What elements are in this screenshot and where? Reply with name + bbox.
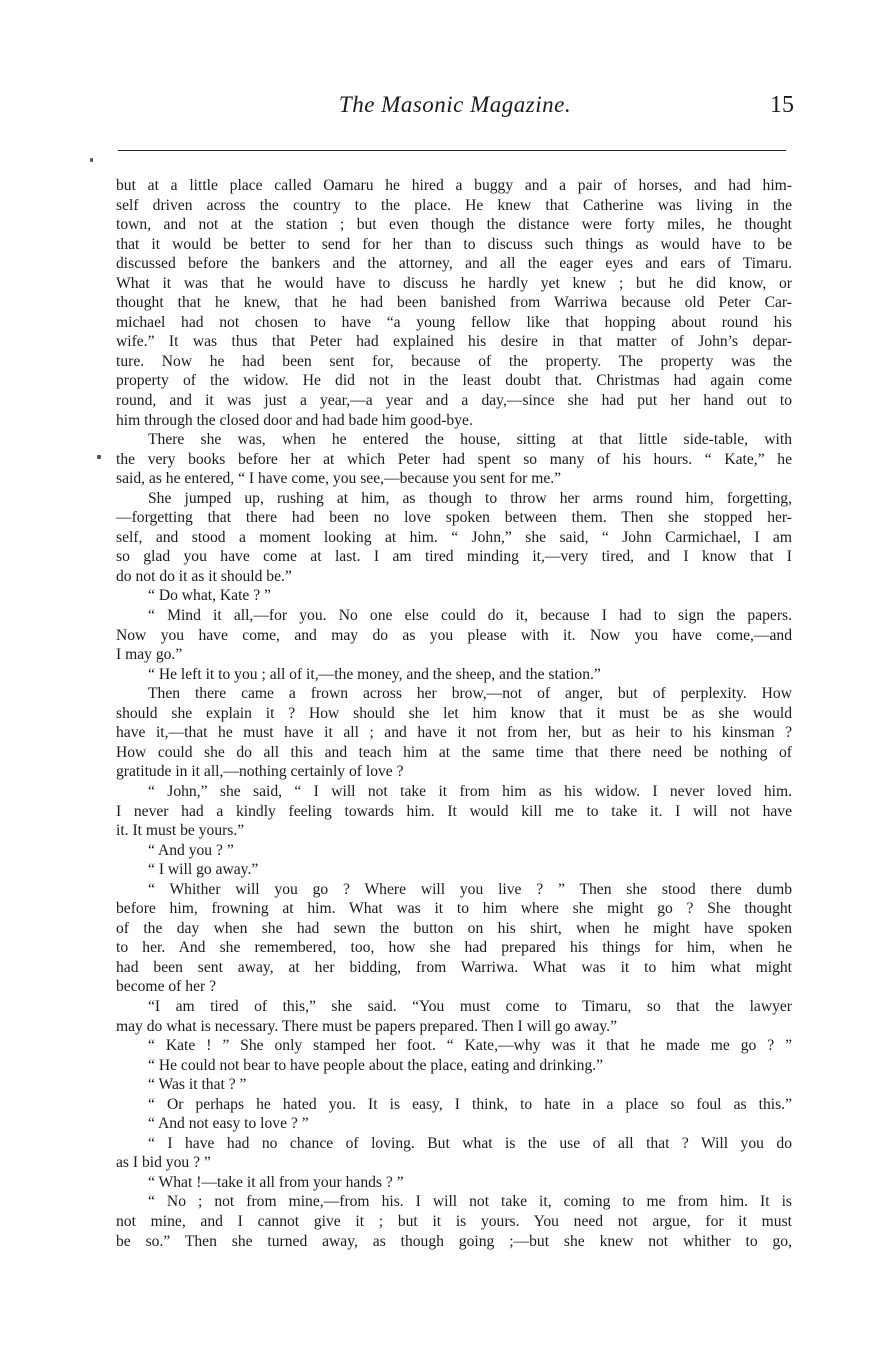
text-line: so glad you have come at last. I am tired minding it,—very tired, and I know that I	[116, 548, 792, 566]
text-line: be so.” Then she turned away, as though going ;—but she knew not whither to go,	[116, 1232, 792, 1250]
text-line: said, as he entered, “ I have come, you see,—because you sent for me.”	[116, 470, 562, 488]
page-number: 15	[770, 92, 794, 118]
text-line: self driven across the country to the place. He knew that Catherine was living in the	[116, 196, 792, 214]
text-line: the very books before her at which Peter had spent so many of his hours. “ Kate,” he	[116, 450, 792, 468]
text-line: property of the widow. He did not in the least doubt that. Christmas had again come	[116, 372, 792, 390]
text-line: “ I have had no chance of loving. But what is the use of all that ? Will you do	[148, 1134, 792, 1152]
text-line: round, and it was just a year,—a year and a day,—since she had put her hand out to	[116, 392, 792, 410]
text-line: michael had not chosen to have “a young fellow like that hopping about round his	[116, 313, 792, 331]
text-line: gratitude in it all,—nothing certainly of love ?	[116, 763, 404, 781]
text-line: thought that he knew, that he had been banished from Warriwa because old Peter Car-	[116, 294, 792, 312]
text-line: I never had a kindly feeling towards him. It would kill me to take it. I will not have	[116, 802, 792, 820]
text-line: “ Whither will you go ? Where will you live ? ” Then she stood there dumb	[148, 880, 792, 898]
text-line: “ And not easy to love ? ”	[148, 1115, 309, 1133]
text-line: “ What !—take it all from your hands ? ”	[148, 1173, 404, 1191]
text-line: town, and not at the station ; but even though the distance were forty miles, he thought	[116, 216, 792, 234]
text-line: had been sent away, at her bidding, from Warriwa. What was it to him what might	[116, 958, 792, 976]
text-line: I may go.”	[116, 646, 183, 664]
text-line: as I bid you ? ”	[116, 1154, 211, 1172]
text-line: not mine, and I cannot give it ; but it is yours. You need not argue, for it must	[116, 1212, 792, 1230]
article-body	[116, 176, 792, 1251]
text-line: but at a little place called Oamaru he hired a buggy and a pair of horses, and had him-	[116, 177, 792, 194]
text-line: self, and stood a moment looking at him. “ John,” she said, “ John Carmichael, I am	[116, 528, 792, 546]
text-line: She jumped up, rushing at him, as though to throw her arms round him, forgetting,	[148, 489, 792, 507]
text-line: “ John,” she said, “ I will not take it from him as his widow. I never loved him.	[148, 782, 792, 800]
text-line: have it,—that he must have it all ; and have it not from her, but as heir to his kinsman ?	[116, 724, 792, 742]
text-line: “ He could not bear to have people about the place, eating and drinking.”	[148, 1056, 604, 1074]
text-line: wife.” It was thus that Peter had explained his desire in that matter of John’s depar-	[116, 333, 792, 351]
text-line: “ Do what, Kate ? ”	[148, 587, 271, 605]
print-speck	[90, 158, 93, 162]
text-line: of the day when she had sewn the button on his shirt, when he might have spoken	[116, 919, 792, 937]
text-line: do not do it as it should be.”	[116, 567, 292, 585]
text-line: What it was that he would have to discuss he hardly yet knew ; but he did know, or	[116, 274, 792, 292]
text-line: Now you have come, and may do as you please with it. Now you have come,—and	[116, 626, 792, 644]
text-line: There she was, when he entered the house, sitting at that little side-table, with	[148, 431, 792, 449]
text-line: “ He left it to you ; all of it,—the money, and the sheep, and the station.”	[148, 665, 601, 683]
page-header	[110, 92, 800, 132]
text-line: “ And you ? ”	[148, 841, 234, 859]
text-line: before him, frowning at him. What was it to him where she might go ? She thought	[116, 900, 792, 918]
text-line: “ Was it that ? ”	[148, 1076, 247, 1094]
print-speck	[97, 455, 101, 459]
text-line: may do what is necessary. There must be papers prepared. Then I will go away.”	[116, 1017, 617, 1035]
text-line: ture. Now he had been sent for, because of the property. The property was the	[116, 352, 792, 370]
text-line: “ No ; not from mine,—from his. I will not take it, coming to me from him. It is	[148, 1193, 792, 1211]
text-line: to her. And she remembered, too, how she had prepared his things for him, when he	[116, 939, 792, 957]
text-line: How could she do all this and teach him at the same time that there need be nothing of	[116, 743, 792, 761]
text-line: —forgetting that there had been no love spoken between them. Then she stopped her-	[116, 509, 792, 527]
text-line: “ Kate ! ” She only stamped her foot. “ Kate,—why was it that he made me go ? ”	[148, 1037, 792, 1055]
text-line: “I am tired of this,” she said. “You must come to Timaru, so that the lawyer	[148, 997, 792, 1015]
text-line: should she explain it ? How should she let him know that it must be as she would	[116, 704, 792, 722]
text-line: “ I will go away.”	[148, 861, 259, 879]
text-line: discussed before the bankers and the attorney, and all the eager eyes and ears of Timaru.	[116, 255, 792, 273]
header-rule	[118, 150, 786, 151]
text-line: him through the closed door and had bade him good-bye.	[116, 411, 473, 429]
text-line: become of her ?	[116, 978, 217, 996]
text-line: it. It must be yours.”	[116, 822, 245, 840]
text-line: Then there came a frown across her brow,—not of anger, but of perplexity. How	[148, 685, 792, 703]
text-line: that it would be better to send for her than to discuss such things as would have to be	[116, 235, 792, 253]
running-title: The Masonic Magazine.	[338, 92, 572, 117]
text-line: “ Or perhaps he hated you. It is easy, I think, to hate in a place so foul as this.”	[148, 1095, 792, 1113]
text-line: “ Mind it all,—for you. No one else could do it, because I had to sign the papers.	[148, 607, 792, 625]
